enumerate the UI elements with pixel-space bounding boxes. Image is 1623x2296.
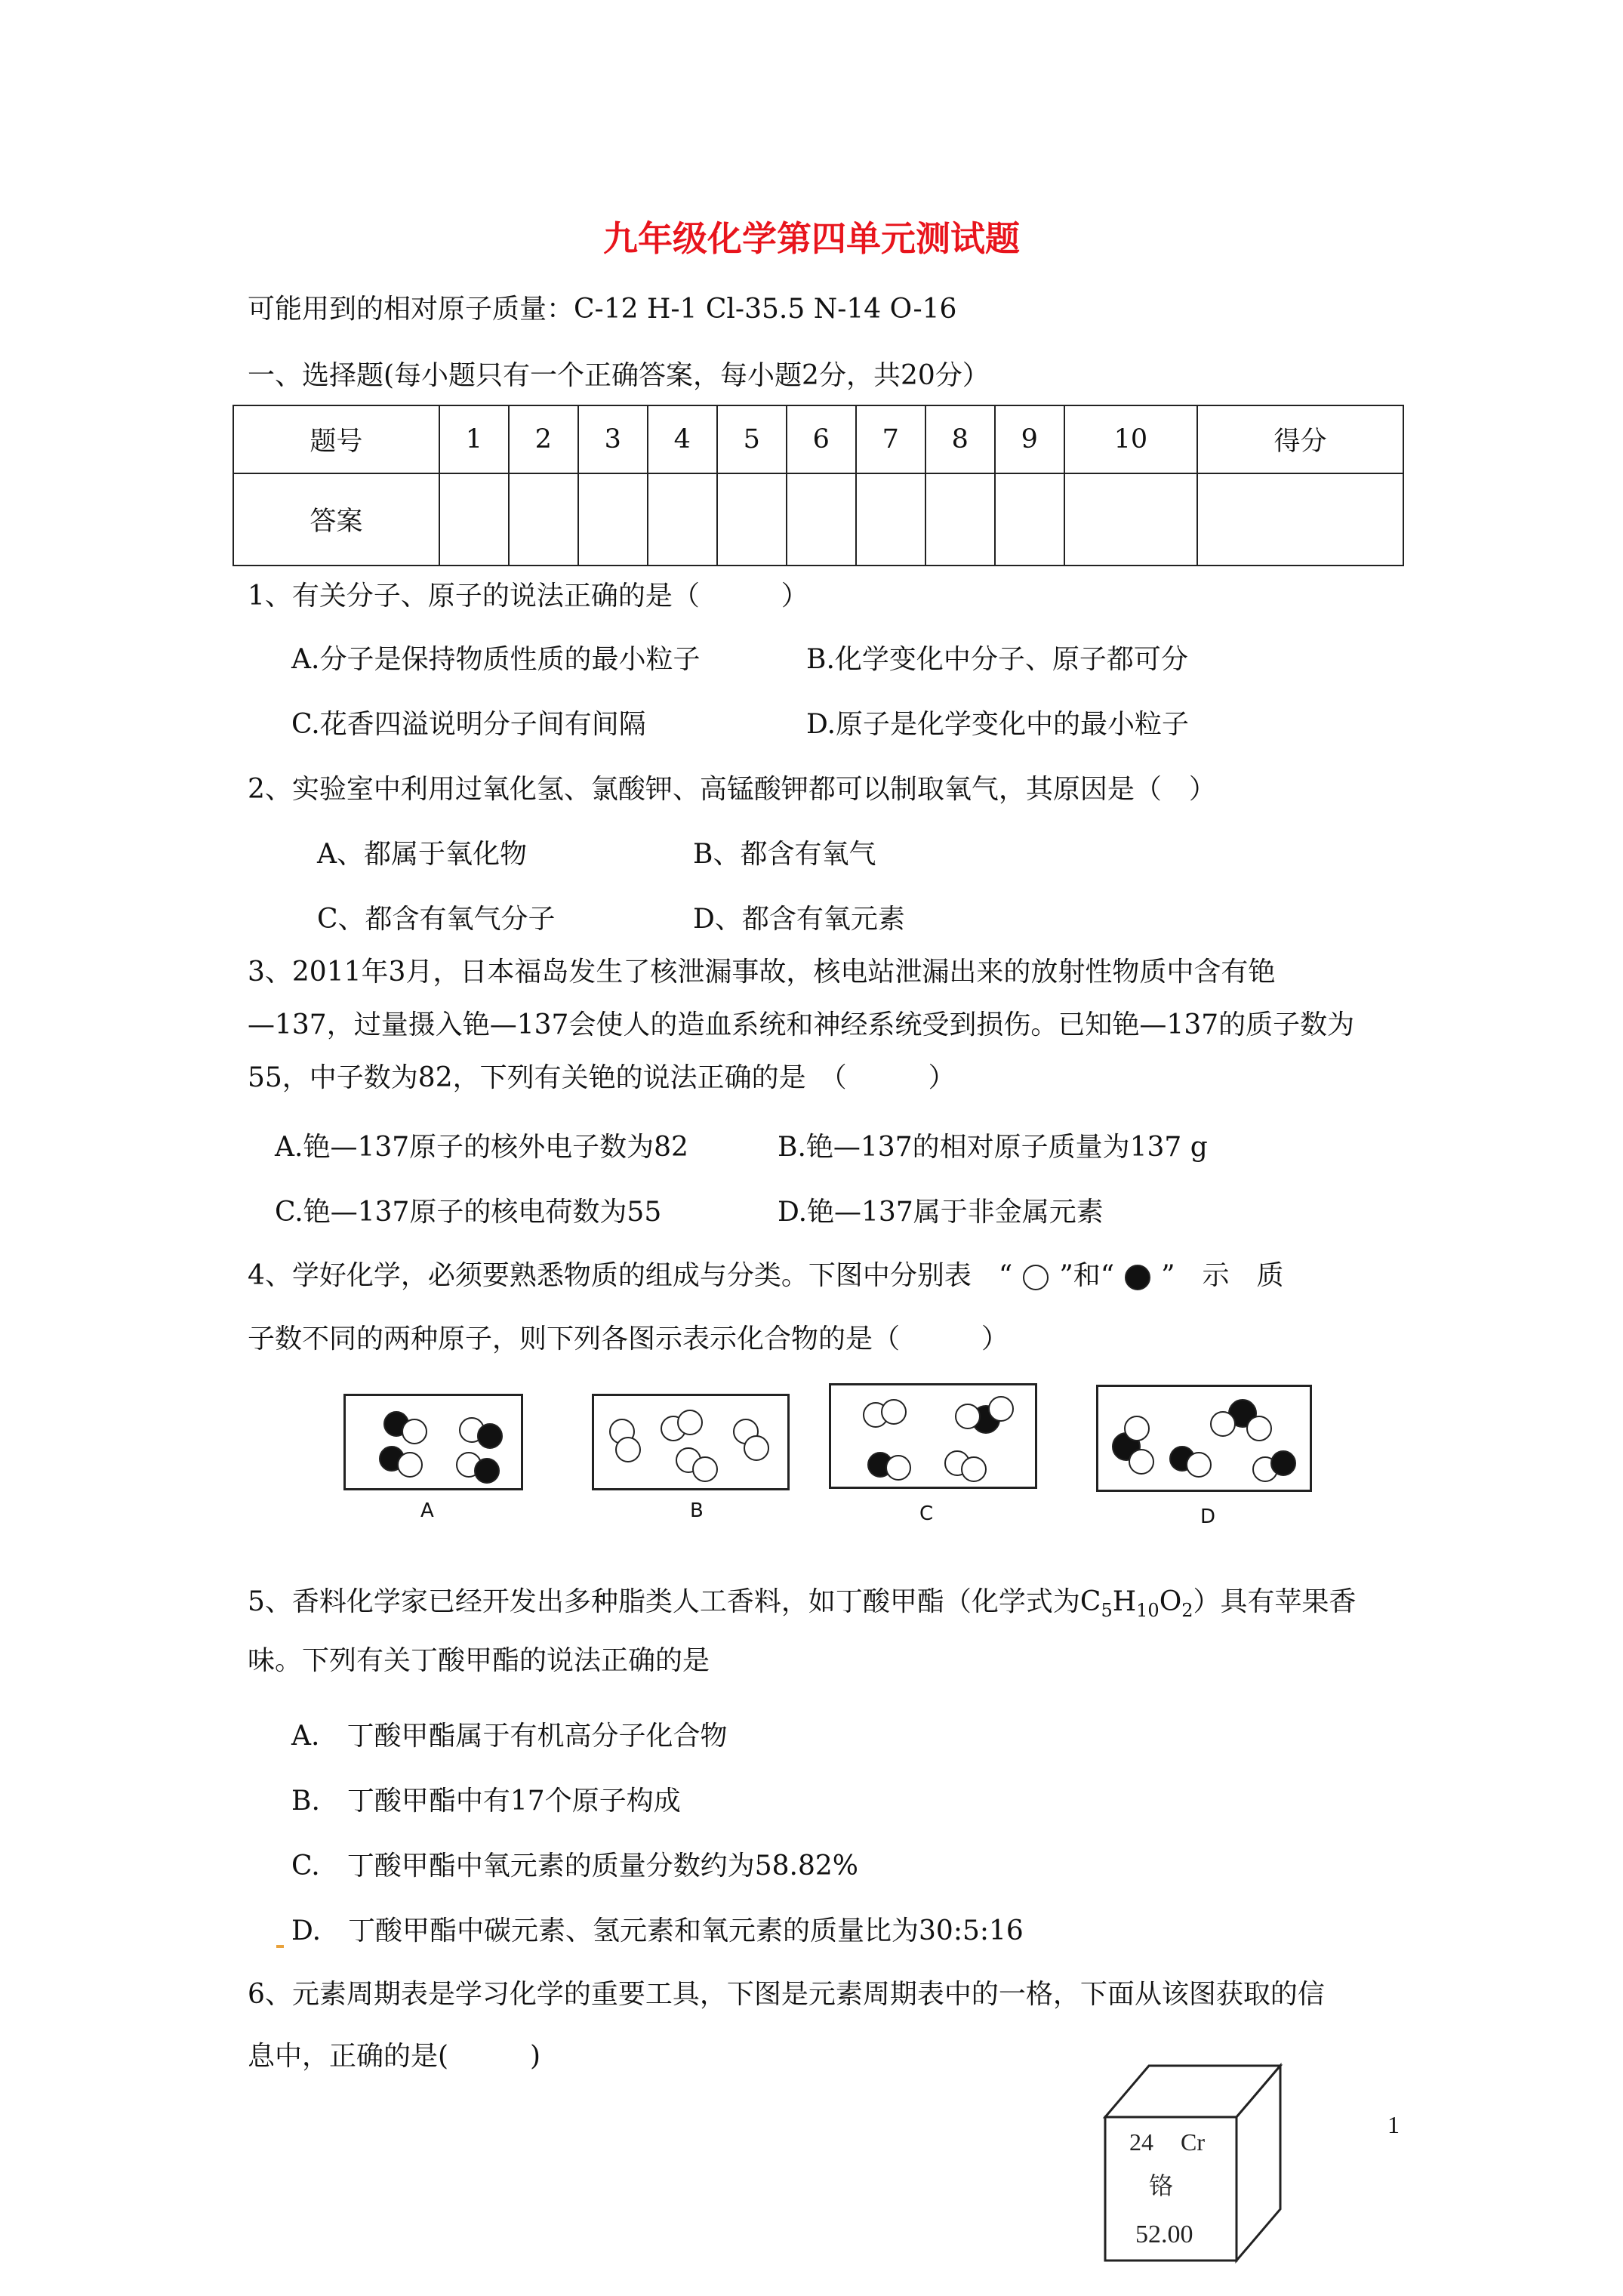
table-number-cell: 3 — [578, 405, 648, 473]
q1-option-c: C.花香四溢说明分子间有间隔 — [291, 709, 646, 740]
white-atom — [1246, 1416, 1272, 1441]
q2-stem: 2、实验室中利用过氧化氢、氯酸钾、高锰酸钾都可以制取氧气，其原因是（ ） — [248, 774, 1216, 805]
white-atom — [1129, 1449, 1154, 1475]
table-header-label: 题号 — [233, 405, 439, 473]
formula-subscript: 2 — [1181, 1600, 1193, 1622]
diagram-a-label: A — [420, 1499, 434, 1522]
q4-line1-text: ”和“ — [1059, 1260, 1115, 1291]
table-number-cell: 2 — [509, 405, 578, 473]
black-atom — [474, 1458, 500, 1484]
black-atom-icon — [1125, 1265, 1150, 1290]
q5-line2: 味。下列有关丁酸甲酯的说法正确的是 — [248, 1645, 710, 1676]
formula-element: O — [1159, 1586, 1182, 1617]
score-cell[interactable] — [1197, 473, 1403, 566]
answer-cell[interactable] — [787, 473, 856, 566]
table-number-cell: 5 — [717, 405, 787, 473]
answer-cell[interactable] — [439, 473, 509, 566]
answer-cell[interactable] — [856, 473, 925, 566]
q2-option-c: C、都含有氧气分子 — [317, 904, 556, 935]
table-number-cell: 9 — [995, 405, 1064, 473]
page-number: 1 — [1387, 2111, 1400, 2138]
q3-line2: —137，过量摄入铯—137会使人的造血系统和神经系统受到损伤。已知铯—137的质子数为 — [248, 1009, 1355, 1040]
answer-cell[interactable] — [648, 473, 717, 566]
q4-line1-text: ” 示 质 — [1161, 1260, 1284, 1291]
answer-table — [233, 405, 1404, 566]
white-atom — [1210, 1411, 1236, 1437]
diagram-b-label: B — [690, 1499, 704, 1522]
q1-option-d: D.原子是化学变化中的最小粒子 — [806, 709, 1190, 740]
q3-option-d: D.铯—137属于非金属元素 — [778, 1197, 1104, 1228]
q4-line2: 子数不同的两种原子，则下列各图示表示化合物的是（ ） — [248, 1324, 1009, 1354]
answer-cell[interactable] — [925, 473, 995, 566]
element-number: 24 — [1129, 2128, 1153, 2156]
white-atom — [692, 1456, 718, 1482]
q1-option-b: B.化学变化中分子、原子都可分 — [806, 644, 1188, 675]
white-atom — [1124, 1416, 1150, 1441]
q5-option-d: D. 丁酸甲酯中碳元素、氢元素和氧元素的质量比为30:5:16 — [291, 1915, 1024, 1946]
q1-stem: 1、有关分子、原子的说法正确的是（ ） — [248, 581, 808, 612]
stray-mark — [276, 1945, 284, 1948]
formula-subscript: 10 — [1136, 1600, 1160, 1622]
table-number-cell: 10 — [1064, 405, 1197, 473]
q5-option-a: A. 丁酸甲酯属于有机高分子化合物 — [291, 1721, 728, 1752]
answer-cell[interactable] — [578, 473, 648, 566]
q2-option-a: A、都属于氧化物 — [317, 839, 527, 870]
white-atom — [961, 1456, 987, 1482]
formula-subscript: 5 — [1101, 1600, 1113, 1622]
white-atom — [1186, 1452, 1212, 1478]
diagram-d — [1096, 1385, 1312, 1492]
black-atom — [477, 1423, 503, 1449]
diagram-b — [592, 1394, 790, 1490]
q3-option-a: A.铯—137原子的核外电子数为82 — [275, 1132, 688, 1163]
q6-line2: 息中，正确的是( ) — [248, 2041, 541, 2072]
answer-table-header-row — [233, 405, 1403, 473]
table-number-cell: 7 — [856, 405, 925, 473]
diagram-c — [829, 1383, 1037, 1489]
q6-line1: 6、元素周期表是学习化学的重要工具，下图是元素周期表中的一格，下面从该图获取的信 — [248, 1979, 1325, 2010]
q5-option-c: C. 丁酸甲酯中氧元素的质量分数约为58.82% — [291, 1851, 858, 1881]
black-atom — [1270, 1450, 1296, 1476]
q5-line1 — [248, 1584, 1357, 1629]
answer-cell[interactable] — [1064, 473, 1197, 566]
white-atom — [885, 1455, 911, 1481]
white-atom-icon — [1023, 1265, 1049, 1290]
white-atom — [988, 1396, 1014, 1422]
q3-option-b: B.铯—137的相对原子质量为137 g — [778, 1132, 1208, 1163]
white-atom — [744, 1435, 769, 1461]
q4-line1 — [248, 1258, 1284, 1294]
q4-line1-text: 4、学好化学，必须要熟悉物质的组成与分类。下图中分别表 “ — [248, 1260, 1013, 1291]
answer-table-answer-row — [233, 473, 1403, 566]
q3-line3: 55，中子数为82，下列有关铯的说法正确的是 （ ） — [248, 1062, 956, 1093]
q2-option-d: D、都含有氧元素 — [693, 904, 905, 935]
q5-line1-text: 5、香料化学家已经开发出多种脂类人工香料，如丁酸甲酯（化学式为C — [248, 1586, 1101, 1617]
table-number-cell: 1 — [439, 405, 509, 473]
answer-cell[interactable] — [717, 473, 787, 566]
white-atom — [615, 1437, 641, 1462]
white-atom — [397, 1452, 423, 1478]
diagram-c-label: C — [919, 1502, 934, 1525]
white-atom — [955, 1404, 981, 1429]
element-name: 铬 — [1149, 2171, 1174, 2200]
q5-line1-text: ）具有苹果香 — [1193, 1586, 1357, 1617]
q2-option-b: B、都含有氧气 — [693, 839, 876, 870]
white-atom — [402, 1419, 427, 1444]
table-answer-label: 答案 — [233, 473, 439, 566]
element-symbol: Cr — [1181, 2128, 1205, 2156]
white-atom — [677, 1410, 703, 1435]
atomic-masses: 可能用到的相对原子质量：C-12 H-1 Cl-35.5 N-14 O-16 — [248, 294, 957, 325]
diagram-a — [343, 1394, 523, 1490]
table-number-cell: 6 — [787, 405, 856, 473]
formula-element: H — [1112, 1586, 1137, 1617]
page-title: 九年级化学第四单元测试题 — [603, 218, 1020, 259]
answer-cell[interactable] — [509, 473, 578, 566]
element-mass: 52.00 — [1135, 2220, 1193, 2248]
table-number-cell: 4 — [648, 405, 717, 473]
table-score-label: 得分 — [1197, 405, 1403, 473]
section-heading: 一、选择题(每小题只有一个正确答案，每小题2分，共20分） — [248, 360, 990, 391]
q5-option-b: B. 丁酸甲酯中有17个原子构成 — [291, 1786, 681, 1817]
diagram-d-label: D — [1200, 1505, 1216, 1528]
q1-option-a: A.分子是保持物质性质的最小粒子 — [291, 644, 701, 675]
periodic-table-cell — [1101, 2060, 1289, 2264]
answer-cell[interactable] — [995, 473, 1064, 566]
table-number-cell: 8 — [925, 405, 995, 473]
q3-option-c: C.铯—137原子的核电荷数为55 — [275, 1197, 662, 1228]
white-atom — [881, 1399, 907, 1425]
q3-line1: 3、2011年3月，日本福岛发生了核泄漏事故，核电站泄漏出来的放射性物质中含有铯 — [248, 957, 1276, 988]
